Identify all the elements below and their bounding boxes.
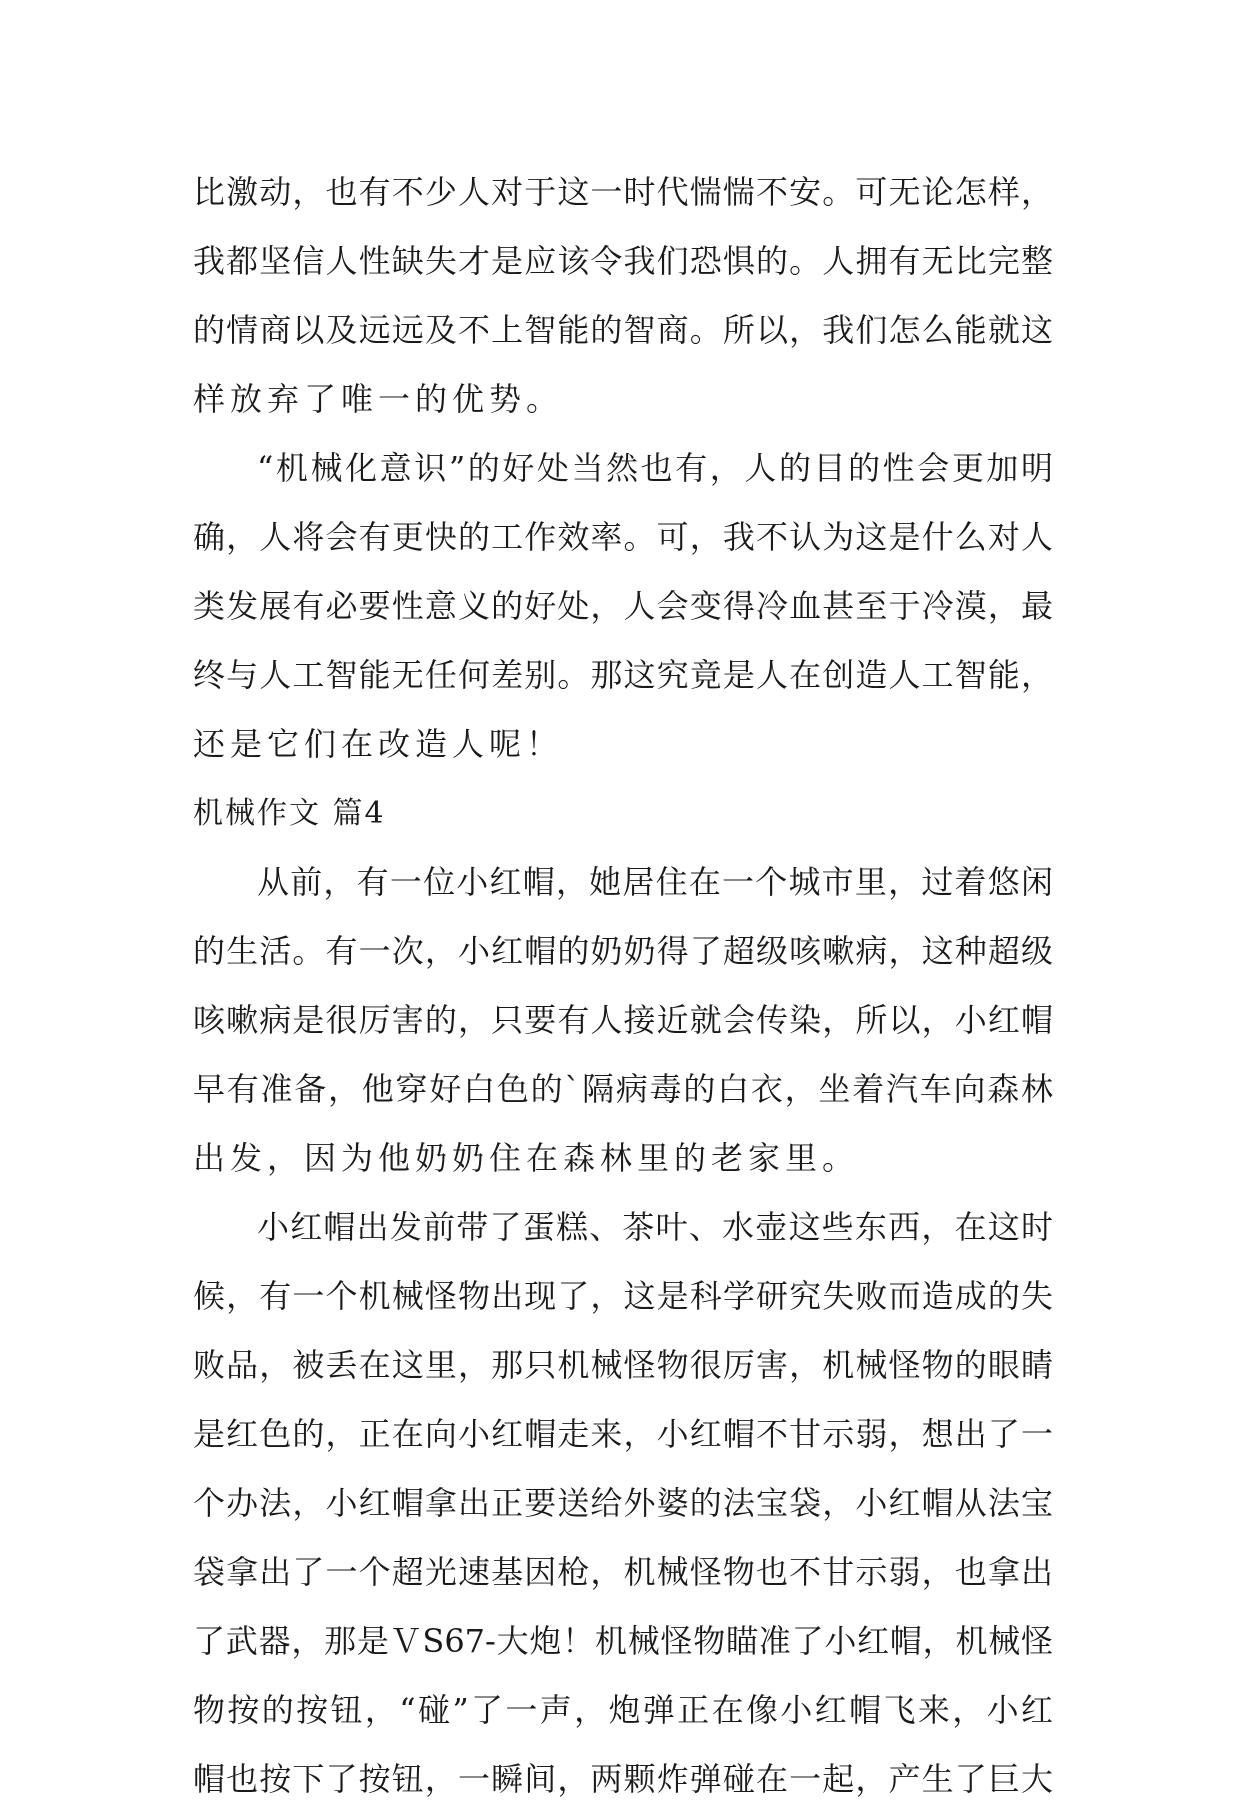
text-line: 了武器，那是ＶS67-大炮！机械怪物瞄准了小红帽，机械怪 xyxy=(193,1622,1053,1660)
section-heading: 机械作文 篇4 xyxy=(193,796,386,831)
text-line: 小红帽出发前带了蛋糕、茶叶、水壶这些东西，在这时 xyxy=(257,1208,1053,1246)
text-line: 终与人工智能无任何差别。那这究竟是人在创造人工智能， xyxy=(193,656,1053,694)
text-line: 还是它们在改造人呢！ xyxy=(193,725,564,763)
text-line: 样放弃了唯一的优势。 xyxy=(193,380,564,418)
text-line: 我都坚信人性缺失才是应该令我们恐惧的。人拥有无比完整 xyxy=(193,242,1053,280)
text-line: 的情商以及远远及不上智能的智商。所以，我们怎么能就这 xyxy=(193,311,1053,349)
text-line: 早有准备，他穿好白色的`隔病毒的白衣，坐着汽车向森林 xyxy=(193,1070,1053,1108)
text-line: 帽也按下了按钮，一瞬间，两颗炸弹碰在一起，产生了巨大 xyxy=(193,1760,1053,1798)
text-line: 败品，被丢在这里，那只机械怪物很厉害，机械怪物的眼睛 xyxy=(193,1346,1053,1384)
text-line: 类发展有必要性意义的好处，人会变得冷血甚至于冷漠，最 xyxy=(193,587,1053,625)
text-line: 的生活。有一次，小红帽的奶奶得了超级咳嗽病，这种超级 xyxy=(193,932,1053,970)
paragraph-continued xyxy=(193,158,1053,434)
text-line: 候，有一个机械怪物出现了，这是科学研究失败而造成的失 xyxy=(193,1277,1053,1315)
paragraph-mechanical-monster xyxy=(193,1193,1053,1814)
text-line: 出发，因为他奶奶住在森林里的老家里。 xyxy=(193,1139,860,1177)
text-line: 确，人将会有更快的工作效率。可，我不认为这是什么对人 xyxy=(193,518,1053,556)
text-line: 个办法，小红帽拿出正要送给外婆的法宝袋，小红帽从法宝 xyxy=(193,1484,1053,1522)
paragraph-machine-consciousness xyxy=(193,434,1053,779)
text-line: 咳嗽病是很厉害的，只要有人接近就会传染，所以，小红帽 xyxy=(193,1001,1053,1039)
text-line: 从前，有一位小红帽，她居住在一个城市里，过着悠闲 xyxy=(257,863,1053,901)
text-line: 是红色的，正在向小红帽走来，小红帽不甘示弱，想出了一 xyxy=(193,1415,1053,1453)
text-line: 物按的按钮，“碰”了一声，炮弹正在像小红帽飞来，小红 xyxy=(193,1691,1053,1729)
paragraph-little-red-hood-intro xyxy=(193,848,1053,1193)
text-line: 比激动，也有不少人对于这一时代惴惴不安。可无论怎样， xyxy=(193,173,1053,211)
text-line: “机械化意识”的好处当然也有，人的目的性会更加明 xyxy=(257,449,1053,487)
text-line: 袋拿出了一个超光速基因枪，机械怪物也不甘示弱，也拿出 xyxy=(193,1553,1053,1591)
document-page xyxy=(193,158,1053,1814)
